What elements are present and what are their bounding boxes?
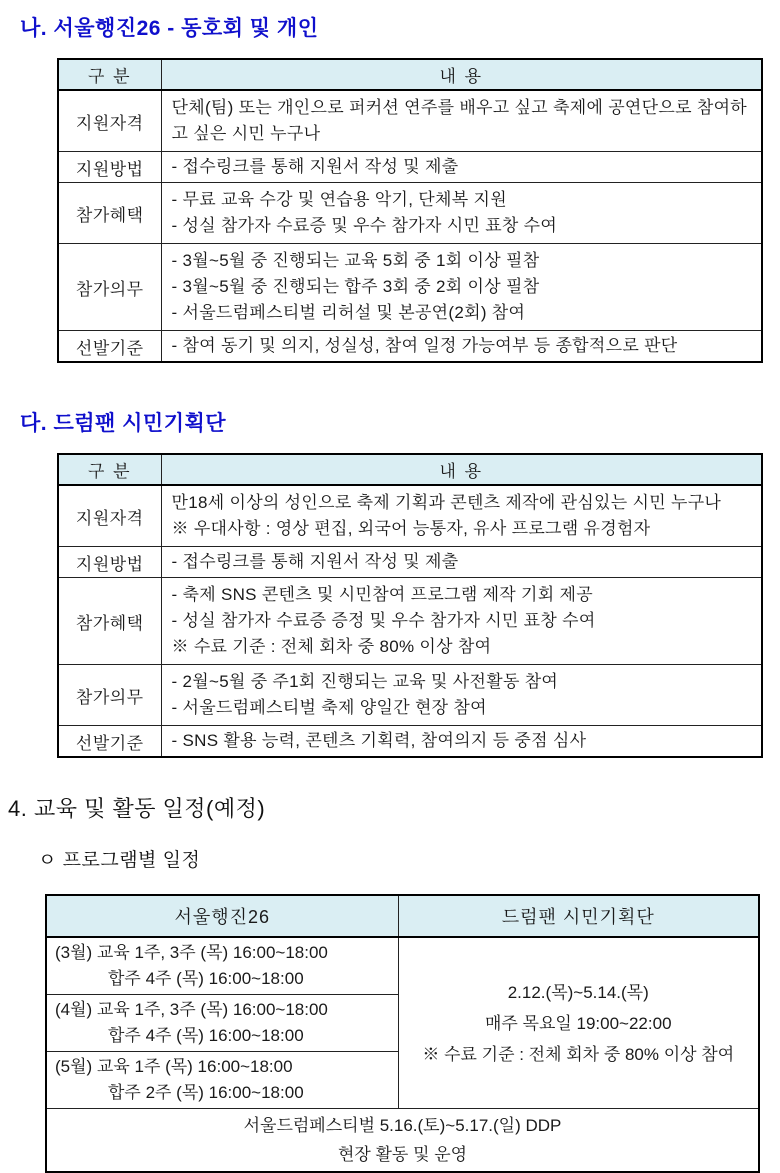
content-line: (4월) 교육 1주, 3주 (목) 16:00~18:00 (55, 1000, 328, 1019)
table-row (58, 726, 762, 758)
content-line: 만18세 이상의 성인으로 축제 기획과 콘텐츠 제작에 관심있는 시민 누구나 (171, 493, 722, 512)
row-label: 지원방법 (58, 152, 161, 183)
row-content (161, 665, 762, 726)
row-content (161, 726, 762, 758)
schedule-table (45, 894, 760, 1173)
table-row (58, 244, 762, 331)
content-line: - SNS 활용 능력, 콘텐츠 기획력, 참여의지 등 중점 심사 (171, 731, 587, 750)
row-content (161, 244, 762, 331)
table-header-row (46, 895, 759, 937)
row-content (161, 547, 762, 578)
table-row (58, 485, 762, 547)
content-line: ※ 우대사항 : 영상 편집, 외국어 능통자, 유사 프로그램 유경험자 (171, 519, 651, 538)
content-line: - 접수링크를 통해 지원서 작성 및 제출 (171, 157, 459, 176)
row-label: 참가의무 (58, 665, 161, 726)
drumfan-schedule-cell (398, 937, 759, 1109)
column-header-category: 구 분 (58, 454, 161, 485)
table-header-row (58, 59, 762, 90)
table-row (58, 152, 762, 183)
content-line: - 3월~5월 중 진행되는 합주 3회 중 2회 이상 필참 (171, 277, 540, 296)
row-label: 선발기준 (58, 726, 161, 758)
content-line: ※ 수료 기준 : 전체 회차 중 80% 이상 참여 (422, 1044, 735, 1064)
table-row (58, 578, 762, 665)
column-header-content: 내 용 (161, 59, 762, 90)
content-line: ※ 수료 기준 : 전체 회차 중 80% 이상 참여 (171, 637, 492, 656)
content-line: - 2월~5월 중 주1회 진행되는 교육 및 사전활동 참여 (171, 672, 559, 691)
content-line: 2.12.(목)~5.14.(목) (507, 982, 649, 1002)
row-label: 참가혜택 (58, 578, 161, 665)
content-line: 합주 4주 (목) 16:00~18:00 (108, 969, 304, 988)
table-row (58, 547, 762, 578)
section-club-title: 나. 서울행진26 - 동호회 및 개인 (20, 17, 319, 40)
row-content (161, 485, 762, 547)
content-line: - 성실 참가자 수료증 및 우수 참가자 시민 표창 수여 (171, 216, 558, 235)
month-april-cell (46, 995, 398, 1052)
row-label: 지원자격 (58, 485, 161, 547)
table-row (46, 937, 759, 995)
schedule-subheading: ㅇ 프로그램별 일정 (38, 850, 201, 871)
column-header-drumfan: 드럼팬 시민기획단 (398, 895, 759, 937)
row-label: 지원자격 (58, 90, 161, 152)
column-header-content: 내 용 (161, 454, 762, 485)
club-spec-table (57, 58, 763, 363)
row-label: 참가의무 (58, 244, 161, 331)
content-line: 매주 목요일 19:00~22:00 (484, 1013, 672, 1033)
planner-spec-table (57, 453, 763, 758)
row-label: 선발기준 (58, 331, 161, 363)
content-line: - 참여 동기 및 의지, 성실성, 참여 일정 가능여부 등 종합적으로 판단 (171, 336, 678, 355)
row-content (161, 90, 762, 152)
schedule-heading: 4. 교육 및 활동 일정(예정) (8, 796, 266, 821)
table-row (58, 665, 762, 726)
table-row (58, 90, 762, 152)
content-line: - 접수링크를 통해 지원서 작성 및 제출 (171, 552, 459, 571)
content-line: 현장 활동 및 운영 (337, 1145, 468, 1164)
column-header-category: 구 분 (58, 59, 161, 90)
table-header-row (58, 454, 762, 485)
content-line: - 3월~5월 중 진행되는 교육 5회 중 1회 이상 필참 (171, 251, 540, 270)
festival-footer-cell (46, 1109, 759, 1173)
content-line: - 성실 참가자 수료증 증정 및 우수 참가자 시민 표창 수여 (171, 611, 596, 630)
content-line: 단체(팀) 또는 개인으로 퍼커션 연주를 배우고 싶고 축제에 공연단으로 참여하고 싶은 시민 누구나 (171, 98, 748, 143)
content-line: - 축제 SNS 콘텐츠 및 시민참여 프로그램 제작 기회 제공 (171, 585, 593, 604)
content-line: 서울드럼페스티벌 5.16.(토)~5.17.(일) DDP (243, 1116, 562, 1135)
table-footer-row (46, 1109, 759, 1173)
table-row (58, 331, 762, 363)
content-line: - 서울드럼페스티벌 리허설 및 본공연(2회) 참여 (171, 303, 526, 322)
row-label: 지원방법 (58, 547, 161, 578)
table-row (58, 183, 762, 244)
content-line: (3월) 교육 1주, 3주 (목) 16:00~18:00 (55, 943, 328, 962)
row-label: 참가혜택 (58, 183, 161, 244)
month-march-cell (46, 937, 398, 995)
content-line: - 무료 교육 수강 및 연습용 악기, 단체복 지원 (171, 190, 507, 209)
content-line: - 서울드럼페스티벌 축제 양일간 현장 참여 (171, 698, 487, 717)
section-planner-title: 다. 드럼팬 시민기획단 (20, 412, 227, 435)
content-line: (5월) 교육 1주 (목) 16:00~18:00 (55, 1057, 293, 1076)
content-line: 합주 4주 (목) 16:00~18:00 (108, 1026, 304, 1045)
row-content (161, 331, 762, 363)
content-line: 합주 2주 (목) 16:00~18:00 (108, 1083, 304, 1102)
row-content (161, 578, 762, 665)
row-content (161, 152, 762, 183)
row-content (161, 183, 762, 244)
column-header-seoulmarch: 서울행진26 (46, 895, 398, 937)
